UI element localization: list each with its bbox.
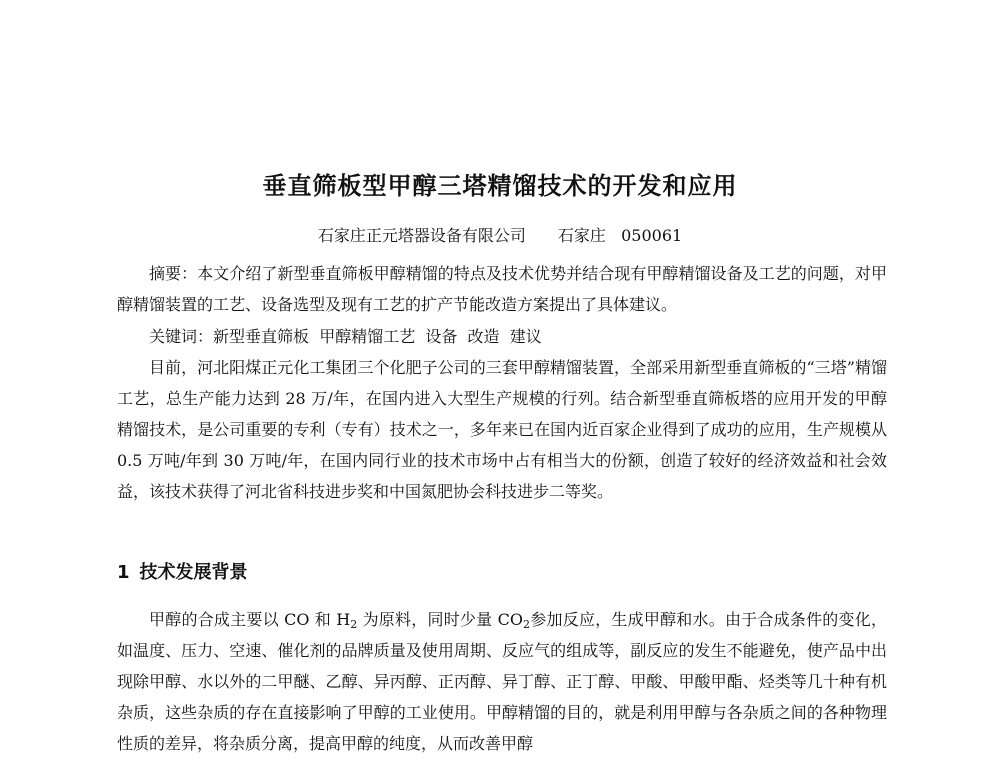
section-1-title: 技术发展背景 — [139, 562, 248, 583]
keywords-text: 新型垂直筛板 甲醇精馏工艺 设备 改造 建议 — [213, 327, 542, 346]
section-1-number: 1 — [117, 562, 130, 583]
intro-paragraph — [117, 352, 887, 507]
co2-subscript: 2 — [523, 618, 531, 631]
section-1-text-c: 参加反应，生成甲醇和水。由于合成条件的变化，如温度、压力、空速、催化剂的品牌质量及使用周期、反应气的组成等，副反应的发生不能避免，使产品中出现除甲醇、水以外的二甲醚、乙醇、异丙醇、正丙醇、异丁醇、正丁醇、甲酸、甲酸甲酯、烃类等几十种有机杂质，这些杂质的存在直接影响了甲醇的工业使用。甲醇精馏的目的，就是利用甲醇与各杂质之间的各种物理性质的差异，将杂质分离，提高甲醇的纯度，从而改善甲醇 — [117, 610, 887, 753]
abstract — [117, 258, 887, 320]
keywords — [117, 321, 887, 352]
section-1-text-a: 甲醇的合成主要以 CO 和 H — [149, 610, 351, 629]
abstract-label: 摘要： — [149, 264, 198, 283]
affiliation-city: 石家庄 — [557, 226, 606, 245]
affiliation-postcode: 050061 — [621, 226, 683, 245]
affiliation-company: 石家庄正元塔器设备有限公司 — [317, 226, 526, 245]
section-1-body — [117, 604, 887, 759]
h2-subscript: 2 — [350, 618, 358, 631]
paper-title: 垂直筛板型甲醇三塔精馏技术的开发和应用 — [262, 172, 738, 200]
abstract-text: 本文介绍了新型垂直筛板甲醇精馏的特点及技术优势并结合现有甲醇精馏设备及工艺的问题，对甲醇精馏装置的工艺、设备选型及现有工艺的扩产节能改造方案提出了具体建议。 — [117, 264, 887, 314]
intro-text: 目前，河北阳煤正元化工集团三个化肥子公司的三套甲醇精馏装置，全部采用新型垂直筛板的“三塔”精馏工艺，总生产能力达到 28 万/年，在国内进入大型生产规模的行列。结合新型垂直筛板塔的应用开发的甲醇精馏技术，是公司重要的专利（专有）技术之一，多年来已在国内近百家企业得到了成功的应用，生产规模从 0.5 万吨/年到 30 万吨/年，在国内同行业的技术市场中占有相当大的份额，创造了较好的经济效益和社会效益，该技术获得了河北省科技进步奖和中国氮肥协会科技进步二等奖。 — [117, 358, 887, 501]
author-affiliation — [0, 224, 1000, 248]
section-1-text-b: 为原料，同时少量 CO — [357, 610, 524, 629]
section-1-paragraph — [117, 604, 887, 759]
keywords-label: 关键词： — [149, 327, 214, 346]
section-1-heading — [117, 558, 248, 588]
